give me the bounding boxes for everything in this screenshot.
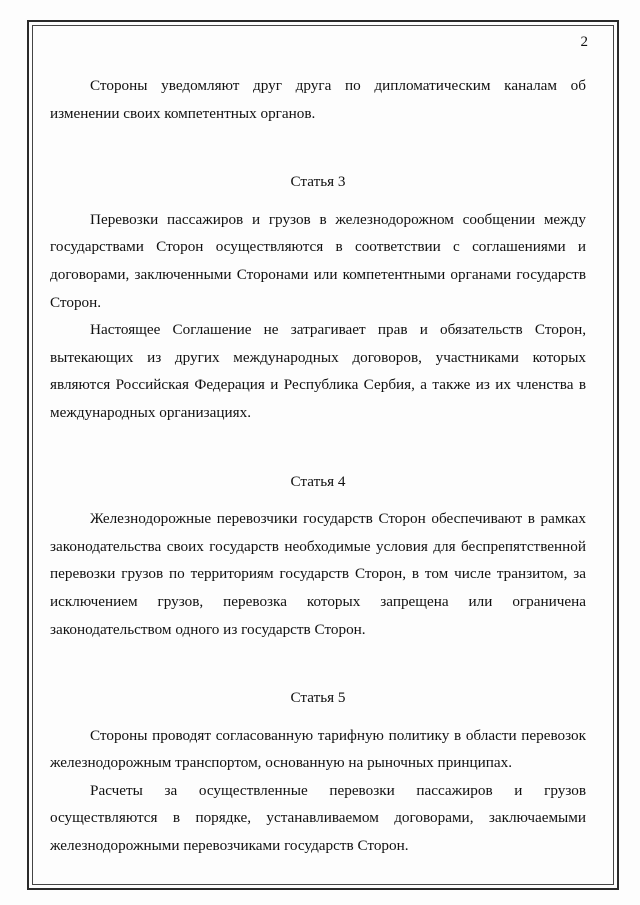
article-3-paragraph-1: Перевозки пассажиров и грузов в железнодорожном сообщении между государствами Сторон осуществляются в соответствии с соглашениями и договорами, заключенными Сторонами или компетентными органами государств Сторон. — [50, 210, 586, 311]
article-4-heading: Статья 4 — [290, 472, 346, 490]
intro-paragraph: Стороны уведомляют друг друга по дипломатическим каналам об изменении своих компетентных органов. — [50, 77, 586, 122]
article-3-heading: Статья 3 — [290, 173, 346, 191]
article-5-paragraph-2: Расчеты за осуществленные перевозки пассажиров и грузов осуществляются в порядке, устанавливаемом договорами, заключаемыми железнодорожными перевозчиками государств Сторон. — [50, 781, 586, 855]
article-5-paragraph-1: Стороны проводят согласованную тарифную политику в области перевозок железнодорожным транспортом, основанную на рыночных принципах. — [50, 726, 586, 772]
article-5-heading: Статья 5 — [290, 689, 346, 707]
article-3-paragraph-2: Настоящее Соглашение не затрагивает прав и обязательств Сторон, вытекающих из других международных договоров, участниками которых являются Российская Федерация и Республика Сербия, а также из их членства в международных организациях. — [50, 321, 586, 421]
document-body — [50, 72, 586, 860]
article-4-paragraph-1: Железнодорожные перевозчики государств Сторон обеспечивают в рамках законодательства своих государств необходимые условия для беспрепятственной перевозки грузов по территориям государств Сторон, в том числе транзитом, за исключением грузов, перевозка которых запрещена или ограничена законодательством одного из государств Сторон. — [50, 510, 586, 638]
page-number: 2 — [580, 34, 588, 50]
